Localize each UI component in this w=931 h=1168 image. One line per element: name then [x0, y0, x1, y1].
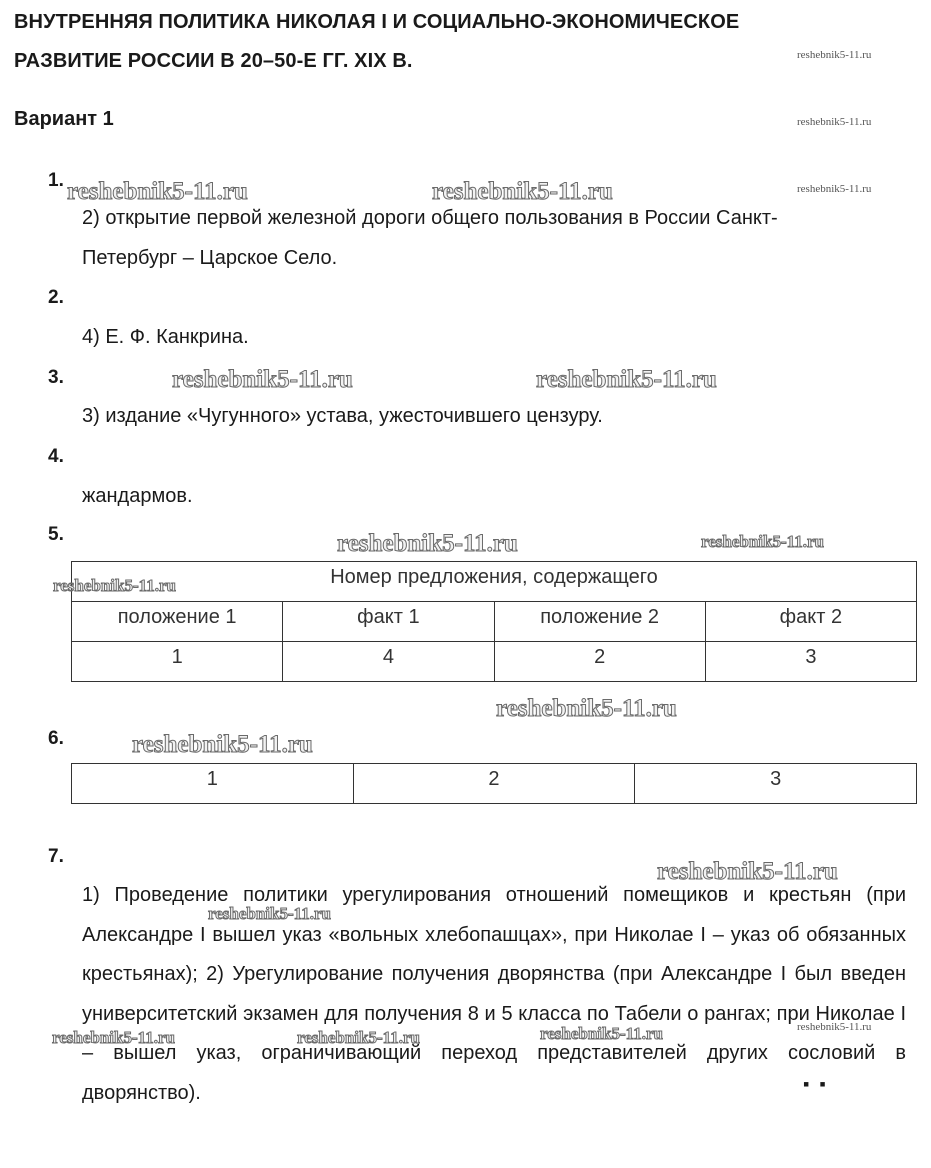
table-header-cell: факт 2 [705, 602, 916, 642]
question-1-number: 1. [48, 170, 64, 191]
table-value-cell: 1 [72, 764, 354, 804]
variant-heading: Вариант 1 [14, 108, 114, 130]
question-5-table [71, 561, 917, 682]
question-4-number: 4. [48, 446, 64, 467]
question-6-table [71, 763, 917, 804]
table-value-cell: 4 [283, 642, 494, 682]
watermark: reshebnik5-11.ru [797, 1021, 872, 1033]
table-value-cell: 3 [705, 642, 916, 682]
watermark: reshebnik5-11.ru [657, 858, 838, 885]
watermark: reshebnik5-11.ru [797, 183, 872, 195]
question-7-answer: 1) Проведение политики урегулирования отношений помещиков и крестьян (при Александре I вышел указ «вольных хлебопашцах», при Николае I – указ об обязанных крестьянах); 2) Урегулирование получения дворянства (при Александре I был введен университетский экзамен для получения 8 и 5 класса по Табели о рангах; при Николае I – вышел указ, ограничивающий переход представителей других сословий в дворянство). [82, 884, 906, 1104]
watermark: reshebnik5-11.ru [337, 530, 518, 557]
question-3-answer: 3) издание «Чугунного» устава, ужесточившего цензуру. [82, 405, 603, 427]
watermark: reshebnik5-11.ru [536, 366, 717, 393]
watermark: reshebnik5-11.ru [432, 178, 613, 205]
table-value-cell: 2 [353, 764, 635, 804]
question-2-answer: 4) Е. Ф. Канкрина. [82, 326, 249, 348]
watermark: reshebnik5-11.ru [297, 1028, 420, 1047]
decorative-dots: ▪▪ [803, 1074, 836, 1094]
table-value-cell: 1 [72, 642, 283, 682]
watermark: reshebnik5-11.ru [52, 1028, 175, 1047]
question-1-answer-line-1: 2) открытие первой железной дороги общего пользования в России Санкт- [82, 207, 778, 229]
watermark: reshebnik5-11.ru [67, 178, 248, 205]
watermark: reshebnik5-11.ru [172, 366, 353, 393]
watermark: reshebnik5-11.ru [540, 1024, 663, 1043]
watermark: reshebnik5-11.ru [208, 904, 331, 923]
table-header-cell: факт 1 [283, 602, 494, 642]
watermark: reshebnik5-11.ru [797, 116, 872, 128]
watermark: reshebnik5-11.ru [53, 576, 176, 595]
question-6-number: 6. [48, 728, 64, 749]
question-4-answer: жандармов. [82, 485, 193, 507]
table-value-cell: 3 [635, 764, 917, 804]
question-2-number: 2. [48, 287, 64, 308]
table-value-cell: 2 [494, 642, 705, 682]
table-header-cell: положение 1 [72, 602, 283, 642]
page-title-line-1: ВНУТРЕННЯЯ ПОЛИТИКА НИКОЛАЯ I И СОЦИАЛЬНО-ЭКОНОМИЧЕСКОЕ [14, 11, 740, 33]
watermark: reshebnik5-11.ru [496, 695, 677, 722]
table-header-cell: положение 2 [494, 602, 705, 642]
page-title-line-2: РАЗВИТИЕ РОССИИ В 20–50-Е ГГ. XIX В. [14, 50, 413, 72]
question-7-number: 7. [48, 846, 64, 867]
question-1-answer-line-2: Петербург – Царское Село. [82, 247, 338, 269]
watermark: reshebnik5-11.ru [132, 731, 313, 758]
question-5-number: 5. [48, 524, 64, 545]
watermark: reshebnik5-11.ru [701, 532, 824, 551]
question-3-number: 3. [48, 367, 64, 388]
watermark: reshebnik5-11.ru [797, 49, 872, 61]
table-caption: Номер предложения, содержащего [72, 562, 917, 602]
